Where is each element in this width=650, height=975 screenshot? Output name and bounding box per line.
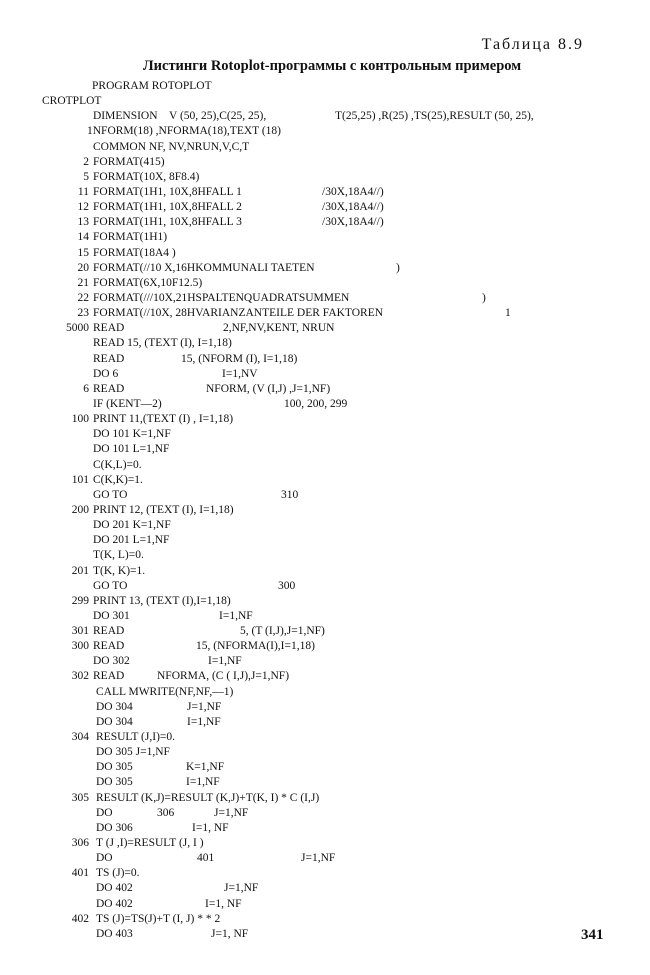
listing-line	[0, 912, 650, 927]
code-segment: J=1,NF	[224, 882, 259, 895]
code-segment: T(K, L)=0.	[93, 549, 144, 562]
statement-label: 5000	[66, 322, 89, 335]
listing-line	[0, 336, 650, 351]
code-segment: FORMAT(1H1, 10X,8HFALL 1	[93, 185, 242, 198]
listing-line	[0, 730, 650, 745]
code-segment: J=1,NF	[301, 852, 336, 865]
code-segment: FORMAT(10X, 8F8.4)	[93, 170, 200, 183]
statement-label: 401	[71, 867, 89, 880]
code-segment: 306	[157, 806, 175, 819]
statement-label: 304	[71, 731, 89, 744]
code-segment: READ	[93, 670, 125, 683]
code-segment: J=1,NF	[214, 806, 249, 819]
statement-label: 101	[71, 473, 89, 486]
statement-label: 299	[71, 594, 89, 607]
code-segment: )	[396, 261, 400, 274]
code-segment: CALL MWRITE(NF,NF,—1)	[96, 685, 234, 698]
listing-line	[0, 700, 650, 715]
code-segment: 15, (NFORM (I), I=1,18)	[181, 352, 298, 365]
code-segment: FORMAT(///10X,21HSPALTENQUADRATSUMMEN	[93, 291, 350, 304]
listing-line	[0, 185, 650, 200]
listing-line	[0, 791, 650, 806]
statement-label: 20	[77, 261, 89, 274]
code-segment: NFORMA, (C ( I,J),J=1,NF)	[157, 670, 290, 683]
code-segment: GO TO	[93, 579, 128, 592]
code-segment: 5, (T (I,J),J=1,NF)	[240, 625, 325, 638]
code-segment: GO TO	[93, 488, 128, 501]
listing-line	[0, 669, 650, 684]
listing-line	[0, 94, 650, 109]
code-segment: 100, 200, 299	[284, 397, 348, 410]
statement-label: 302	[71, 670, 89, 683]
code-segment: PROGRAM ROTOPLOT	[92, 80, 212, 92]
code-segment: DO 305	[96, 776, 133, 789]
listing-line	[0, 654, 650, 669]
code-segment: 310	[281, 488, 299, 501]
listing-line	[0, 397, 650, 412]
table-label: Таблица 8.9	[481, 36, 584, 53]
listing-line	[0, 745, 650, 760]
code-segment: I=1, NF	[192, 821, 229, 834]
listing-line	[0, 382, 650, 397]
code-segment: DO 403	[96, 927, 133, 940]
code-segment: DO 201 L=1,NF	[93, 534, 170, 547]
listing-line	[0, 851, 650, 866]
statement-label: 5	[83, 170, 89, 183]
listing-line	[0, 760, 650, 775]
statement-label: 11	[77, 185, 89, 198]
code-segment: READ	[93, 322, 125, 335]
page-number: 341	[581, 927, 604, 943]
listing-line	[0, 533, 650, 548]
code-segment: DIMENSION	[93, 110, 158, 123]
code-segment: C(K,K)=1.	[93, 473, 143, 486]
statement-label: 306	[71, 837, 89, 850]
code-segment: DO 6	[93, 367, 119, 380]
statement-label: 300	[71, 640, 89, 653]
listing-line	[0, 473, 650, 488]
code-segment: 300	[278, 579, 296, 592]
code-segment: FORMAT(1H1)	[93, 231, 168, 244]
code-segment: 1	[505, 307, 511, 320]
code-segment: NFORM, (V (I,J) ,J=1,NF)	[206, 382, 331, 395]
code-segment: DO 101 K=1,NF	[93, 428, 171, 441]
listing-line	[0, 427, 650, 442]
code-segment: DO 301	[93, 609, 130, 622]
code-segment: I=1, NF	[205, 897, 242, 910]
listing-line	[0, 215, 650, 230]
listing-line	[0, 897, 650, 912]
listing-line	[0, 518, 650, 533]
statement-label: 305	[71, 791, 89, 804]
code-segment: PRINT 13, (TEXT (I),I=1,18)	[93, 594, 231, 607]
code-segment: DO 305	[96, 761, 133, 774]
code-segment: TS (J)=0.	[96, 867, 140, 880]
code-segment: RESULT (K,J)=RESULT (K,J)+T(K, I) * C (I,J)	[96, 791, 320, 804]
code-segment: FORMAT(415)	[93, 155, 165, 168]
code-segment: J=1, NF	[211, 927, 249, 940]
code-segment: FORMAT(//10 X,16HKOMMUNALI TAETEN	[93, 261, 315, 274]
listing-line	[0, 503, 650, 518]
statement-label: 12	[77, 201, 89, 214]
statement-label: 14	[77, 231, 89, 244]
statement-label: 301	[71, 625, 89, 638]
code-segment: FORMAT(1H1, 10X,8HFALL 2	[93, 201, 242, 214]
code-segment: READ	[93, 640, 125, 653]
code-segment: 15, (NFORMA(I),I=1,18)	[196, 640, 315, 653]
listing-line	[0, 609, 650, 624]
code-segment: V (50, 25),C(25, 25),	[169, 110, 267, 123]
code-segment: READ	[93, 382, 125, 395]
code-segment: K=1,NF	[186, 761, 225, 774]
code-segment: FORMAT(//10X, 28HVARIANZANTEILE DER FAKTOREN	[93, 307, 384, 320]
listing-line	[0, 685, 650, 700]
code-segment: J=1,NF	[187, 700, 222, 713]
listing-line	[0, 821, 650, 836]
code-segment: DO 305 J=1,NF	[96, 746, 170, 759]
code-segment: DO 402	[96, 882, 133, 895]
listing-line	[0, 79, 650, 94]
listing-line	[0, 639, 650, 654]
code-segment: 2,NF,NV,KENT, NRUN	[223, 322, 335, 335]
listing-line	[0, 200, 650, 215]
listing-line	[0, 352, 650, 367]
listing-line	[0, 715, 650, 730]
statement-label: 2	[83, 155, 89, 168]
code-segment: DO 302	[93, 655, 130, 668]
code-segment: T(25,25) ,R(25) ,TS(25),RESULT (50, 25),	[335, 110, 534, 123]
listing-line	[0, 155, 650, 170]
statement-label: 200	[71, 503, 89, 516]
listing-line	[0, 170, 650, 185]
listing-line	[0, 442, 650, 457]
listing-line	[0, 579, 650, 594]
code-segment: DO 201 K=1,NF	[93, 519, 171, 532]
listing-line	[0, 230, 650, 245]
statement-label: 23	[77, 307, 89, 320]
listing-line	[0, 412, 650, 427]
listing-line	[0, 291, 650, 306]
code-segment: DO 304	[96, 700, 133, 713]
code-segment: C(K,L)=0.	[93, 458, 142, 471]
code-segment: T(K, K)=1.	[93, 564, 146, 577]
listing-line	[0, 775, 650, 790]
listing-line	[0, 594, 650, 609]
listing-line	[0, 881, 650, 896]
code-segment: I=1,NF	[186, 776, 220, 789]
listing-line	[0, 276, 650, 291]
code-segment: /30X,18A4//)	[322, 201, 384, 214]
listing-line	[0, 246, 650, 261]
code-segment: DO	[96, 806, 113, 819]
code-segment: DO 304	[96, 715, 133, 728]
listing-line	[0, 109, 650, 124]
statement-label: 21	[77, 276, 89, 289]
code-listing	[0, 79, 650, 942]
statement-label: 402	[71, 912, 89, 925]
code-segment: )	[482, 291, 486, 304]
listing-line	[0, 866, 650, 881]
statement-label: 201	[71, 564, 89, 577]
code-segment: DO 101 L=1,NF	[93, 443, 170, 456]
listing-line	[0, 321, 650, 336]
code-segment: I=1,NF	[219, 609, 253, 622]
code-segment: PRINT 12, (TEXT (I), I=1,18)	[93, 503, 234, 516]
statement-label: 22	[77, 291, 89, 304]
listing-line	[0, 488, 650, 503]
code-segment: COMMON NF, NV,NRUN,V,C,T	[93, 140, 250, 153]
code-segment: FORMAT(6X,10F12.5)	[93, 276, 203, 289]
code-segment: RESULT (J,I)=0.	[96, 731, 176, 744]
listing-line	[0, 124, 650, 139]
code-segment: DO	[96, 852, 113, 865]
statement-label: 6	[83, 382, 89, 395]
listing-line	[0, 306, 650, 321]
code-segment: I=1,NF	[208, 655, 242, 668]
code-segment: PRINT 11,(TEXT (I) , I=1,18)	[93, 413, 234, 426]
listing-line	[0, 564, 650, 579]
code-segment: READ 15, (TEXT (I), I=1,18)	[93, 337, 232, 350]
code-segment: I=1,NF	[187, 715, 221, 728]
listing-line	[0, 458, 650, 473]
listing-line	[0, 367, 650, 382]
code-segment: T (J ,I)=RESULT (J, I )	[96, 837, 204, 850]
code-segment: 1NFORM(18) ,NFORMA(18),TEXT (18)	[87, 125, 282, 138]
code-segment: 401	[197, 852, 215, 865]
code-segment: DO 306	[96, 821, 133, 834]
code-segment: /30X,18A4//)	[322, 216, 384, 229]
statement-label: 15	[77, 246, 89, 259]
code-segment: IF (KENT—2)	[93, 397, 162, 410]
listing-line	[0, 927, 650, 942]
code-segment: TS (J)=TS(J)+T (I, J) * * 2	[96, 912, 221, 925]
code-segment: FORMAT(18A4 )	[93, 246, 176, 259]
code-segment: READ	[93, 352, 125, 365]
code-segment: I=1,NV	[222, 367, 258, 380]
listing-line	[0, 140, 650, 155]
code-segment: READ	[93, 625, 125, 638]
listing-title: Листинги Rotoplot-программы с контрольным примером	[142, 58, 522, 74]
statement-label: 13	[77, 216, 89, 229]
listing-line	[0, 624, 650, 639]
code-segment: DO 402	[96, 897, 133, 910]
code-segment: FORMAT(1H1, 10X,8HFALL 3	[93, 216, 242, 229]
code-segment: CROTPLOT	[42, 95, 102, 108]
statement-label: 100	[71, 413, 89, 426]
listing-line	[0, 836, 650, 851]
code-segment: /30X,18A4//)	[322, 185, 384, 198]
listing-line	[0, 548, 650, 563]
listing-line	[0, 261, 650, 276]
listing-line	[0, 806, 650, 821]
